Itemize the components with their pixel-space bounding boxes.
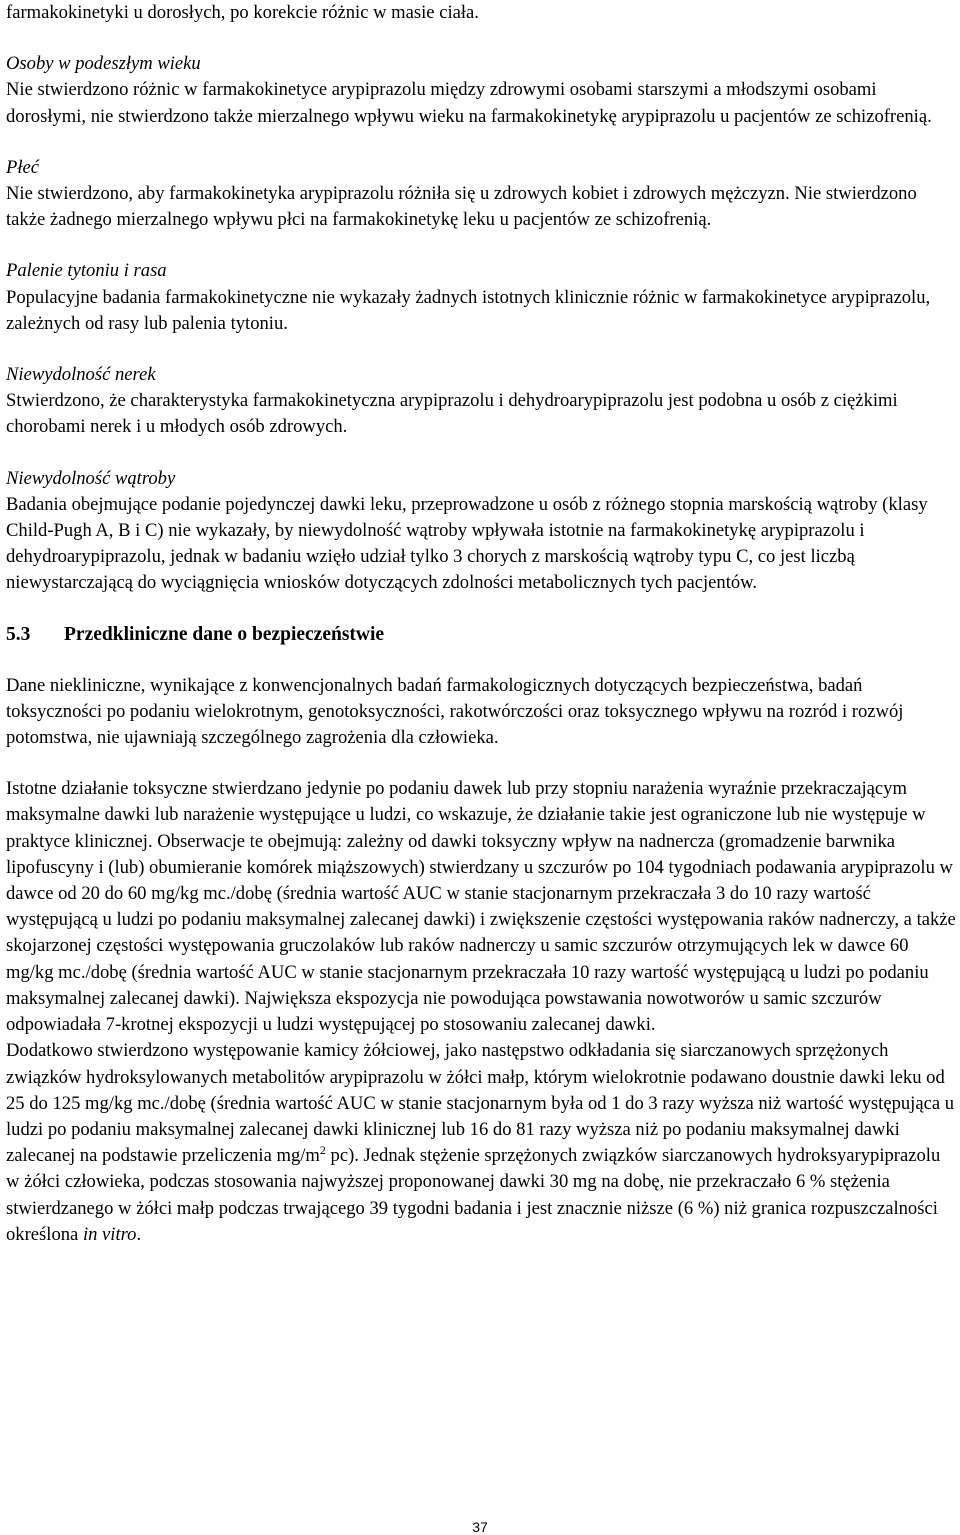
paragraph-toxicity: Istotne działanie toksyczne stwierdzano jedynie po podaniu dawek lub przy stopniu narażenia wyraźnie przekraczającym maksymalne dawki lub narażenie występujące u ludzi, co wskazuje, że działanie takie jest ograniczone lub nie występuje w praktyce klinicznej. Obserwacje te obejmują: zależny od dawki toksyczny wpływ na nadnercza (gromadzenie barwnika lipofuscyny i (lub) obumieranie komórek miąższowych) stwierdzany u szczurów po 104 tygodniach podawania arypiprazolu w dawce od 20 do 60 mg/kg mc./dobę (średnia wartość AUC w stanie stacjonarnym przekraczała 3 do 10 razy wartość występującą u ludzi po podaniu maksymalnej zalecanej dawki) i zwiększenie częstości występowania raków nadnerczy, a także skojarzonej częstości występowania gruczolaków lub raków nadnerczy u samic szczurów otrzymujących lek w dawce 60 mg/kg mc./dobę (średnia wartość AUC w stanie stacjonarnym przekraczała 10 razy wartość występującą u ludzi po podaniu maksymalnej zalecanej dawki). Największa ekspozycja nie powodująca powstawania nowotworów u samic szczurów odpowiadała 7-krotnej ekspozycji u ludzi występującej po stosowaniu zalecanej dawki. [6,778,956,1036]
section-number: 5.3 [6,623,31,645]
paragraph-elderly: Nie stwierdzono różnic w farmakokinetyce arypiprazolu między zdrowymi osobami starszymi a młodszymi osobami dorosłymi, nie stwierdzono także mierzalnego wpływu wieku na farmakokinetykę arypiprazolu u pacjentów ze schizofrenią. [6,79,932,127]
page-number: 37 [472,1519,488,1535]
paragraph-smoking: Populacyjne badania farmakokinetyczne nie wykazały żadnych istotnych klinicznie różnic w farmakokinetyce arypiprazolu, zależnych od rasy lub palenia tytoniu. [6,286,931,334]
heading-gender: Płeć [6,156,40,178]
heading-smoking: Palenie tytoniu i rasa [6,260,167,282]
paragraph-nonclinical: Dane niekliniczne, wynikające z konwencjonalnych badań farmakologicznych dotyczących bezpieczeństwa, badań toksyczności po podaniu wielokrotnym, genotoksyczności, rakotwórczości oraz toksycznego wpływu na rozród i rozwój potomstwa, nie ujawniają szczególnego zagrożenia dla człowieka. [6,674,904,749]
heading-elderly: Osoby w podeszłym wieku [6,53,201,75]
paragraph-gallstones: Dodatkowo stwierdzono występowanie kamicy żółciowej, jako następstwo odkładania się siarczanowych sprzężonych związków hydroksylowanych metabolitów arypiprazolu w żółci małp, którym wielokrotnie podawano doustnie dawki leku od 25 do 125 mg/kg mc./dobę (średnia wartość AUC w stanie stacjonarnym była od 1 do 3 razy wyższa niż wartość występująca u ludzi po podaniu maksymalnej zalecanej dawki klinicznej lub 16 do 81 razy wyższa niż po podaniu maksymalnej dawki zalecanej na podstawie przeliczenia $mg/m^2$ pc). Jednak stężenie sprzężonych związków siarczanowych hydroksyarypiprazolu w żółci człowieka, podczas stosowania najwyższej proponowanej dawki 30 mg na dobę, nie przekraczało 6 % stężenia stwierdzanego w żółci małp podczas trwającego 39 tygodni badania i jest znacznie niższe (6 %) niż granica rozpuszczalności określona in vitro. [6,1040,955,1245]
continued-text: farmakokinetyki u dorosłych, po korekcie różnic w masie ciała. [6,2,479,23]
heading-renal: Niewydolność nerek [6,364,156,386]
paragraph-hepatic: Badania obejmujące podanie pojedynczej dawki leku, przeprowadzone u osób z różnego stopnia marskością wątroby (klasy Child-Pugh A, B i C) nie wykazały, by niewydolność wątroby wpływała istotnie na farmakokinetykę arypiprazolu i dehydroarypiprazolu, jednak w badaniu wzięło udział tylko 3 chorych z marskością wątroby typu C, co jest liczbą niewystarczającą do wyciągnięcia wniosków dotyczących zdolności metabolicznych tych pacjentów. [6,493,928,594]
heading-hepatic: Niewydolność wątroby [6,467,176,489]
section-title: Przedkliniczne dane o bezpieczeństwie [64,623,385,645]
paragraph-renal: Stwierdzono, że charakterystyka farmakokinetyczna arypiprazolu i dehydroarypiprazolu jest podobna u osób z ciężkimi chorobami nerek i u młodych osób zdrowych. [6,390,898,438]
paragraph-gender: Nie stwierdzono, aby farmakokinetyka arypiprazolu różniła się u zdrowych kobiet i zdrowych mężczyzn. Nie stwierdzono także żadnego mierzalnego wpływu płci na farmakokinetykę leku u pacjentów ze schizofrenią. [6,183,917,231]
italic-in-vitro: in vitro [82,1223,137,1245]
document-page [6,0,958,1248]
superscript: 2 [319,1142,326,1157]
section-heading-5-3 [6,622,958,648]
